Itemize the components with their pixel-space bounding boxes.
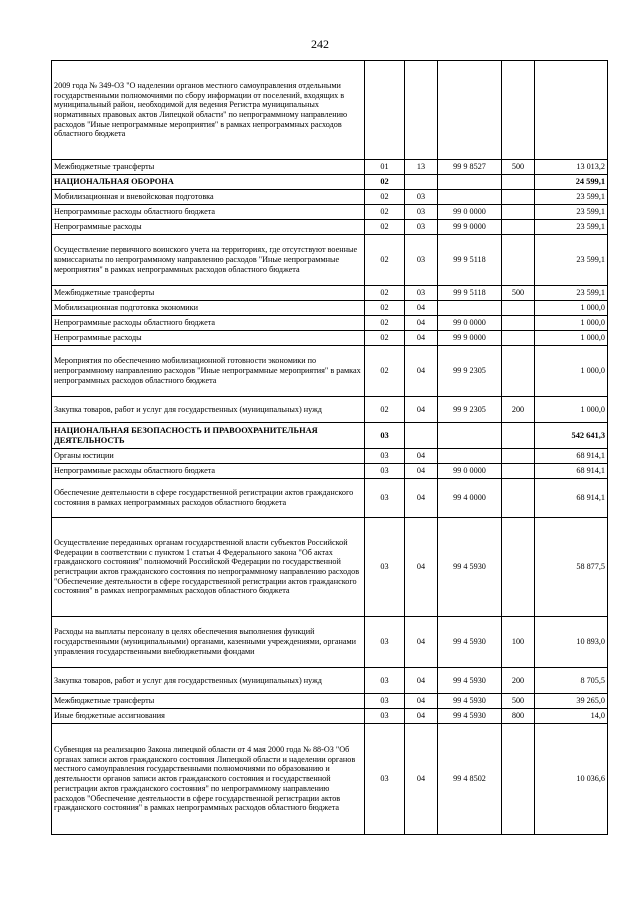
row-section-cell xyxy=(365,61,405,160)
row-expense-type-cell xyxy=(502,220,535,235)
row-amount-cell: 24 599,1 xyxy=(535,175,608,190)
row-target-article-cell: 99 4 5930 xyxy=(438,709,502,724)
row-target-article-cell: 99 4 5930 xyxy=(438,518,502,617)
row-amount-cell xyxy=(535,61,608,160)
row-section-cell: 02 xyxy=(365,205,405,220)
row-target-article-cell xyxy=(438,449,502,464)
table-row xyxy=(52,190,608,205)
table-row xyxy=(52,346,608,397)
row-amount-cell: 542 641,3 xyxy=(535,423,608,449)
row-section-cell: 03 xyxy=(365,617,405,668)
row-section-cell: 02 xyxy=(365,175,405,190)
page-number: 242 xyxy=(311,37,329,51)
row-name-cell: Непрограммные расходы xyxy=(52,220,365,235)
table-row xyxy=(52,301,608,316)
row-name-cell: 2009 года № 349-ОЗ "О наделении органов местного самоуправления отдельными государственными полномочиями по сбору информации от поселений, входящих в муниципальный район, необходимой для ведения Регистра муниципальных нормативных правовых актов Липецкой области" по непрограммному направлению расходов "Иные непрограммные мероприятия" в рамках непрограммных расходов областного бюджета xyxy=(52,61,365,160)
row-subsection-cell: 04 xyxy=(405,301,438,316)
row-target-article-cell: 99 0 0000 xyxy=(438,205,502,220)
row-target-article-cell: 99 9 0000 xyxy=(438,331,502,346)
row-section-cell: 02 xyxy=(365,190,405,205)
row-expense-type-cell: 100 xyxy=(502,617,535,668)
row-expense-type-cell xyxy=(502,479,535,518)
row-amount-cell: 68 914,1 xyxy=(535,464,608,479)
row-name-cell: Непрограммные расходы областного бюджета xyxy=(52,316,365,331)
row-target-article-cell: 99 4 5930 xyxy=(438,617,502,668)
row-subsection-cell: 04 xyxy=(405,316,438,331)
row-subsection-cell: 04 xyxy=(405,709,438,724)
row-name-cell: Иные бюджетные ассигнования xyxy=(52,709,365,724)
row-target-article-cell: 99 0 0000 xyxy=(438,464,502,479)
row-subsection-cell: 13 xyxy=(405,160,438,175)
row-expense-type-cell xyxy=(502,235,535,286)
row-subsection-cell: 04 xyxy=(405,724,438,835)
row-target-article-cell: 99 0 0000 xyxy=(438,316,502,331)
table-row xyxy=(52,479,608,518)
row-expense-type-cell xyxy=(502,301,535,316)
row-name-cell: Межбюджетные трансферты xyxy=(52,694,365,709)
row-name-cell: Расходы на выплаты персоналу в целях обеспечения выполнения функций государственными (муниципальными) органами, казенными учреждениями, органами управления государственными внебюджетными фондами xyxy=(52,617,365,668)
row-name-cell: Непрограммные расходы xyxy=(52,331,365,346)
row-target-article-cell: 99 9 5118 xyxy=(438,286,502,301)
row-expense-type-cell xyxy=(502,518,535,617)
row-name-cell: Мобилизационная и вневойсковая подготовка xyxy=(52,190,365,205)
row-name-cell: НАЦИОНАЛЬНАЯ БЕЗОПАСНОСТЬ И ПРАВООХРАНИТЕЛЬНАЯ ДЕЯТЕЛЬНОСТЬ xyxy=(52,423,365,449)
row-subsection-cell: 03 xyxy=(405,205,438,220)
row-amount-cell: 1 000,0 xyxy=(535,331,608,346)
row-amount-cell: 10 893,0 xyxy=(535,617,608,668)
table-row xyxy=(52,397,608,423)
row-expense-type-cell xyxy=(502,724,535,835)
row-expense-type-cell xyxy=(502,61,535,160)
row-expense-type-cell: 200 xyxy=(502,668,535,694)
row-subsection-cell: 04 xyxy=(405,694,438,709)
row-target-article-cell: 99 9 2305 xyxy=(438,397,502,423)
row-section-cell: 02 xyxy=(365,235,405,286)
row-target-article-cell: 99 9 2305 xyxy=(438,346,502,397)
row-amount-cell: 23 599,1 xyxy=(535,190,608,205)
row-section-cell: 02 xyxy=(365,220,405,235)
row-target-article-cell: 99 4 0000 xyxy=(438,479,502,518)
row-section-cell: 03 xyxy=(365,449,405,464)
table-row xyxy=(52,709,608,724)
row-amount-cell: 13 013,2 xyxy=(535,160,608,175)
table-row xyxy=(52,61,608,160)
row-subsection-cell: 04 xyxy=(405,617,438,668)
budget-table xyxy=(51,60,608,835)
row-expense-type-cell xyxy=(502,190,535,205)
table-row xyxy=(52,694,608,709)
table-row xyxy=(52,724,608,835)
table-row xyxy=(52,175,608,190)
table-row xyxy=(52,464,608,479)
row-name-cell: Осуществление первичного воинского учета на территориях, где отсутствуют военные комиссариаты по непрограммному направлению расходов "Иные непрограммные мероприятия" в рамках непрограммных расходов областного бюджета xyxy=(52,235,365,286)
row-name-cell: Межбюджетные трансферты xyxy=(52,160,365,175)
row-amount-cell: 10 036,6 xyxy=(535,724,608,835)
row-name-cell: Непрограммные расходы областного бюджета xyxy=(52,464,365,479)
row-subsection-cell: 04 xyxy=(405,518,438,617)
row-name-cell: Субвенция на реализацию Закона липецкой области от 4 мая 2000 года № 88-ОЗ "Об органах записи актов гражданского состояния Липецкой области и наделении органов местного самоуправления государственными полномочиями по образованию и деятельности органов записи актов гражданского состояния и государственной регистрации актов гражданского состояния" по непрограммному направлению расходов "Обеспечение деятельности в сфере государственной регистрации актов гражданского состояния" в рамках непрограммных расходов областного бюджета xyxy=(52,724,365,835)
row-section-cell: 03 xyxy=(365,518,405,617)
row-subsection-cell xyxy=(405,175,438,190)
table-row xyxy=(52,668,608,694)
row-subsection-cell: 04 xyxy=(405,449,438,464)
row-amount-cell: 1 000,0 xyxy=(535,346,608,397)
row-subsection-cell: 04 xyxy=(405,331,438,346)
row-amount-cell: 23 599,1 xyxy=(535,235,608,286)
row-name-cell: Межбюджетные трансферты xyxy=(52,286,365,301)
table-row xyxy=(52,331,608,346)
row-section-cell: 03 xyxy=(365,423,405,449)
row-target-article-cell xyxy=(438,190,502,205)
row-expense-type-cell: 500 xyxy=(502,160,535,175)
budget-table-body xyxy=(52,61,608,835)
row-amount-cell: 68 914,1 xyxy=(535,449,608,464)
row-target-article-cell: 99 9 0000 xyxy=(438,220,502,235)
row-section-cell: 02 xyxy=(365,331,405,346)
row-expense-type-cell xyxy=(502,205,535,220)
row-section-cell: 02 xyxy=(365,397,405,423)
row-name-cell: Обеспечение деятельности в сфере государственной регистрации актов гражданского состояния в рамках непрограммных расходов областного бюджета xyxy=(52,479,365,518)
row-amount-cell: 1 000,0 xyxy=(535,316,608,331)
row-section-cell: 03 xyxy=(365,694,405,709)
row-subsection-cell xyxy=(405,423,438,449)
table-row xyxy=(52,160,608,175)
row-expense-type-cell xyxy=(502,423,535,449)
row-section-cell: 03 xyxy=(365,668,405,694)
row-section-cell: 03 xyxy=(365,724,405,835)
table-row xyxy=(52,617,608,668)
row-name-cell: Органы юстиции xyxy=(52,449,365,464)
row-section-cell: 03 xyxy=(365,464,405,479)
row-amount-cell: 8 705,5 xyxy=(535,668,608,694)
row-subsection-cell: 03 xyxy=(405,220,438,235)
row-section-cell: 02 xyxy=(365,301,405,316)
row-expense-type-cell: 500 xyxy=(502,694,535,709)
row-amount-cell: 1 000,0 xyxy=(535,301,608,316)
row-expense-type-cell xyxy=(502,331,535,346)
row-target-article-cell xyxy=(438,301,502,316)
row-subsection-cell: 04 xyxy=(405,464,438,479)
row-section-cell: 02 xyxy=(365,346,405,397)
row-subsection-cell: 04 xyxy=(405,346,438,397)
row-expense-type-cell: 500 xyxy=(502,286,535,301)
row-name-cell: Закупка товаров, работ и услуг для государственных (муниципальных) нужд xyxy=(52,668,365,694)
row-name-cell: Осуществление переданных органам государственной власти субъектов Российской Федерации в соответствии с пунктом 1 статьи 4 Федерального закона "Об актах гражданского состояния" полномочий Российской Федерации по государственной регистрации актов гражданского состояния по непрограммному направлению расходов "Обеспечение деятельности в сфере государственной регистрации актов гражданского состояния" в рамках непрограммных расходов областного бюджета xyxy=(52,518,365,617)
row-subsection-cell: 04 xyxy=(405,479,438,518)
table-row xyxy=(52,235,608,286)
row-amount-cell: 68 914,1 xyxy=(535,479,608,518)
row-subsection-cell: 04 xyxy=(405,668,438,694)
row-amount-cell: 23 599,1 xyxy=(535,220,608,235)
table-row xyxy=(52,205,608,220)
row-expense-type-cell xyxy=(502,449,535,464)
row-amount-cell: 23 599,1 xyxy=(535,286,608,301)
row-section-cell: 03 xyxy=(365,479,405,518)
row-target-article-cell xyxy=(438,61,502,160)
table-row xyxy=(52,518,608,617)
row-expense-type-cell xyxy=(502,316,535,331)
row-expense-type-cell xyxy=(502,346,535,397)
row-section-cell: 01 xyxy=(365,160,405,175)
table-row xyxy=(52,286,608,301)
row-target-article-cell xyxy=(438,423,502,449)
row-subsection-cell xyxy=(405,61,438,160)
row-name-cell: Закупка товаров, работ и услуг для государственных (муниципальных) нужд xyxy=(52,397,365,423)
row-amount-cell: 14,0 xyxy=(535,709,608,724)
row-section-cell: 02 xyxy=(365,286,405,301)
row-name-cell: Мероприятия по обеспечению мобилизационной готовности экономики по непрограммному направлению расходов "Иные непрограммные мероприятия" в рамках непрограммных расходов областного бюджета xyxy=(52,346,365,397)
row-amount-cell: 23 599,1 xyxy=(535,205,608,220)
row-expense-type-cell: 200 xyxy=(502,397,535,423)
table-row xyxy=(52,449,608,464)
row-expense-type-cell xyxy=(502,175,535,190)
row-expense-type-cell: 800 xyxy=(502,709,535,724)
row-name-cell: Непрограммные расходы областного бюджета xyxy=(52,205,365,220)
row-expense-type-cell xyxy=(502,464,535,479)
row-subsection-cell: 04 xyxy=(405,397,438,423)
table-row xyxy=(52,316,608,331)
row-subsection-cell: 03 xyxy=(405,235,438,286)
row-subsection-cell: 03 xyxy=(405,286,438,301)
row-amount-cell: 39 265,0 xyxy=(535,694,608,709)
row-target-article-cell: 99 9 5118 xyxy=(438,235,502,286)
row-amount-cell: 58 877,5 xyxy=(535,518,608,617)
row-target-article-cell xyxy=(438,175,502,190)
row-name-cell: Мобилизационная подготовка экономики xyxy=(52,301,365,316)
row-target-article-cell: 99 4 5930 xyxy=(438,694,502,709)
row-amount-cell: 1 000,0 xyxy=(535,397,608,423)
row-section-cell: 02 xyxy=(365,316,405,331)
table-row xyxy=(52,423,608,449)
row-target-article-cell: 99 4 8502 xyxy=(438,724,502,835)
row-target-article-cell: 99 9 8527 xyxy=(438,160,502,175)
row-subsection-cell: 03 xyxy=(405,190,438,205)
row-section-cell: 03 xyxy=(365,709,405,724)
row-target-article-cell: 99 4 5930 xyxy=(438,668,502,694)
row-name-cell: НАЦИОНАЛЬНАЯ ОБОРОНА xyxy=(52,175,365,190)
table-row xyxy=(52,220,608,235)
